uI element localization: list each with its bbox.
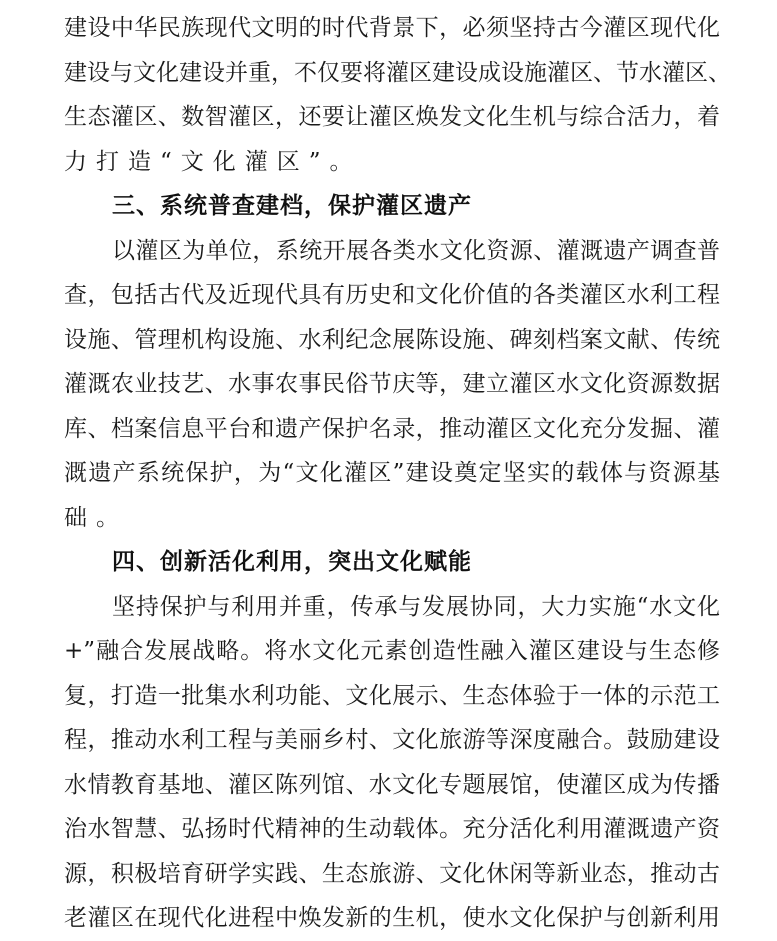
text-line: 力打造“文化灌区”。 <box>64 148 362 175</box>
text-line: 设施、管理机构设施、水利纪念展陈设施、碑刻档案文献、传统 <box>64 326 720 353</box>
text-line: 建设与文化建设并重，不仅要将灌区建设成设施灌区、节水灌区、 <box>64 59 731 86</box>
text-line: 生态灌区、数智灌区，还要让灌区焕发文化生机与综合活力，着 <box>64 104 720 130</box>
text-line: 坚持保护与利用并重，传承与发展协同，大力实施“水文化 <box>112 593 720 620</box>
text-line: 础。 <box>64 504 128 531</box>
text-line: 库、档案信息平台和遗产保护名录，推动灌区文化充分发掘、灌 <box>64 415 720 442</box>
text-line: 溉遗产系统保护，为“文化灌区”建设奠定坚实的载体与资源基 <box>64 460 720 486</box>
text-line: 复，打造一批集水利功能、文化展示、生态体验于一体的示范工 <box>64 682 720 709</box>
text-line: 建设中华民族现代文明的时代背景下，必须坚持古今灌区现代化 <box>64 15 720 41</box>
text-line: 程，推动水利工程与美丽乡村、文化旅游等深度融合。鼓励建设 <box>64 727 720 753</box>
paragraph-activation-use <box>0 585 777 941</box>
text-line: 治水智慧、弘扬时代精神的生动载体。充分活化利用灌溉遗产资 <box>64 816 720 842</box>
section-heading-4: 四、创新活化利用，突出文化赋能 <box>112 549 472 575</box>
text-line: 水情教育基地、灌区陈列馆、水文化专题展馆，使灌区成为传播 <box>64 771 720 798</box>
section-heading-3: 三、系统普查建档，保护灌区遗产 <box>112 193 472 219</box>
text-line: +”融合发展战略。将水文化元素创造性融入灌区建设与生态修 <box>64 638 720 664</box>
paragraph-continued <box>0 6 777 184</box>
document-page <box>0 6 777 941</box>
text-line: 源，积极培育研学实践、生态旅游、文化休闲等新业态，推动古 <box>64 860 720 887</box>
text-line: 查，包括古代及近现代具有历史和文化价值的各类灌区水利工程 <box>64 282 720 308</box>
text-line: 以灌区为单位，系统开展各类水文化资源、灌溉遗产调查普 <box>112 237 720 264</box>
text-line: 灌溉农业技艺、水事农事民俗节庆等，建立灌区水文化资源数据 <box>64 371 720 397</box>
paragraph-heritage-survey <box>0 229 777 541</box>
text-line: 老灌区在现代化进程中焕发新的生机，使水文化保护与创新利用 <box>64 905 720 931</box>
